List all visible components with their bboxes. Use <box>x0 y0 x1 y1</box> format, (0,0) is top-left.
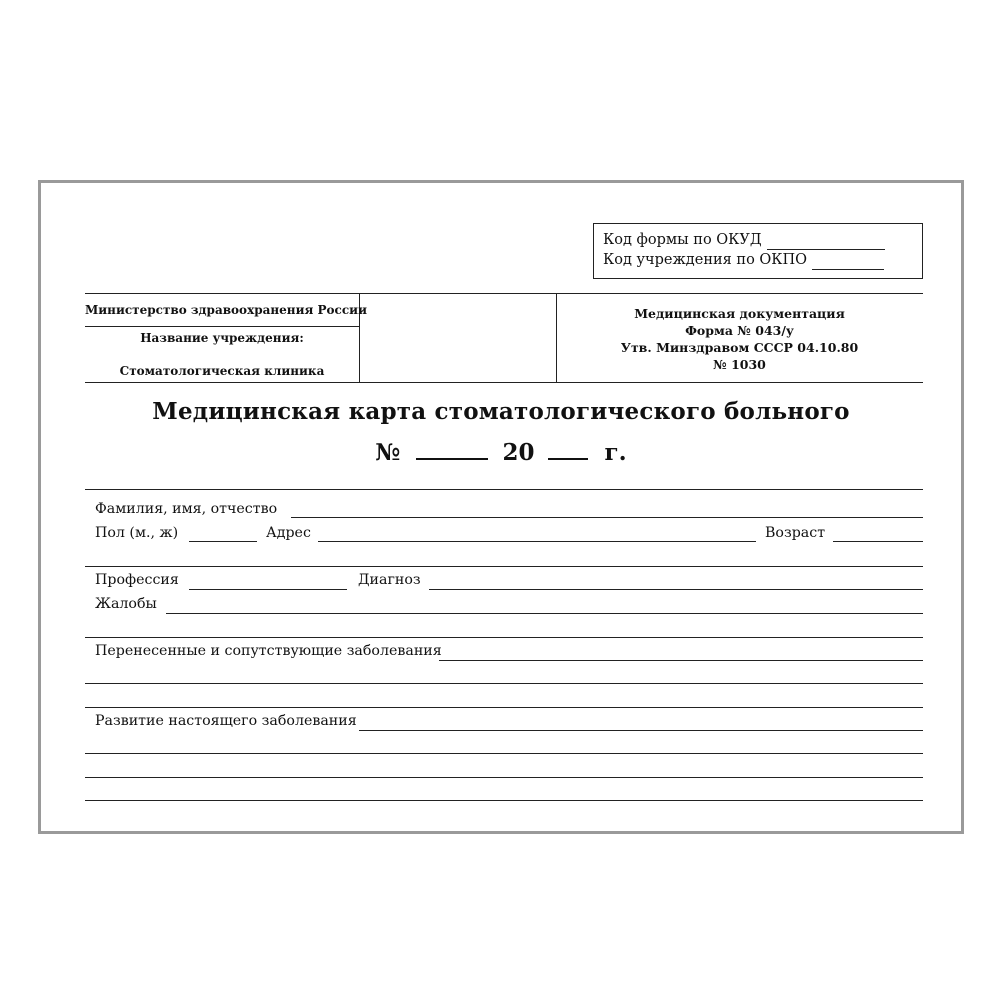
ministry-name: Министерство здравоохранения России <box>85 303 367 317</box>
profession-label: Профессия <box>95 572 179 588</box>
past-diseases-field[interactable] <box>439 660 923 661</box>
complaints-field[interactable] <box>166 613 923 614</box>
form-number: Форма № 043/у <box>685 323 794 338</box>
page-title: Медицинская карта стоматологического больного <box>152 398 850 425</box>
past-diseases-line-2[interactable] <box>85 683 923 684</box>
current-disease-line-2[interactable] <box>85 753 923 754</box>
current-disease-label: Развитие настоящего заболевания <box>95 713 357 729</box>
okpo-field[interactable] <box>812 254 884 270</box>
age-label: Возраст <box>765 525 826 541</box>
okud-label: Код формы по ОКУД <box>603 232 762 248</box>
header-bottom-line <box>85 382 923 383</box>
header-inner-line <box>85 326 359 327</box>
complaints-label: Жалобы <box>95 596 157 612</box>
address-label: Адрес <box>266 525 311 541</box>
diagnosis-field[interactable] <box>429 589 923 590</box>
sex-field[interactable] <box>189 541 257 542</box>
past-diseases-label: Перенесенные и сопутствующие заболевания <box>95 643 442 659</box>
order-number: № 1030 <box>713 357 766 372</box>
okpo-label: Код учреждения по ОКПО <box>603 252 808 268</box>
age-field[interactable] <box>833 541 923 542</box>
profession-field[interactable] <box>189 589 347 590</box>
okpo-row <box>603 250 922 270</box>
okud-row <box>603 230 922 250</box>
form-codes-box <box>593 223 923 279</box>
year-prefix: 20 <box>502 439 535 466</box>
number-sign: № <box>375 439 401 466</box>
address-field[interactable] <box>318 541 756 542</box>
separator-line-2 <box>85 637 923 638</box>
diagnosis-label: Диагноз <box>358 572 421 588</box>
separator-line-1 <box>85 566 923 567</box>
full-name-label: Фамилия, имя, отчество <box>95 501 278 517</box>
okud-field[interactable] <box>767 234 885 250</box>
sex-label: Пол (м., ж) <box>95 525 179 541</box>
separator-line-3 <box>85 707 923 708</box>
year-suffix: г. <box>604 439 627 466</box>
year-field[interactable] <box>548 436 588 460</box>
institution-name: Стоматологическая клиника <box>119 364 325 378</box>
medical-card-form <box>38 180 964 834</box>
card-number-line <box>41 436 961 466</box>
card-number-field[interactable] <box>416 436 488 460</box>
header-top-line <box>85 293 923 294</box>
approval-line: Утв. Минздравом СССР 04.10.80 <box>620 340 859 355</box>
current-disease-line-3[interactable] <box>85 777 923 778</box>
document-meta <box>556 305 923 373</box>
current-disease-line-4[interactable] <box>85 800 923 801</box>
institution-label: Название учреждения: <box>140 331 304 345</box>
doc-type: Медицинская документация <box>634 306 845 321</box>
fields-top-line <box>85 489 923 490</box>
full-name-field[interactable] <box>291 517 923 518</box>
current-disease-field[interactable] <box>359 730 923 731</box>
